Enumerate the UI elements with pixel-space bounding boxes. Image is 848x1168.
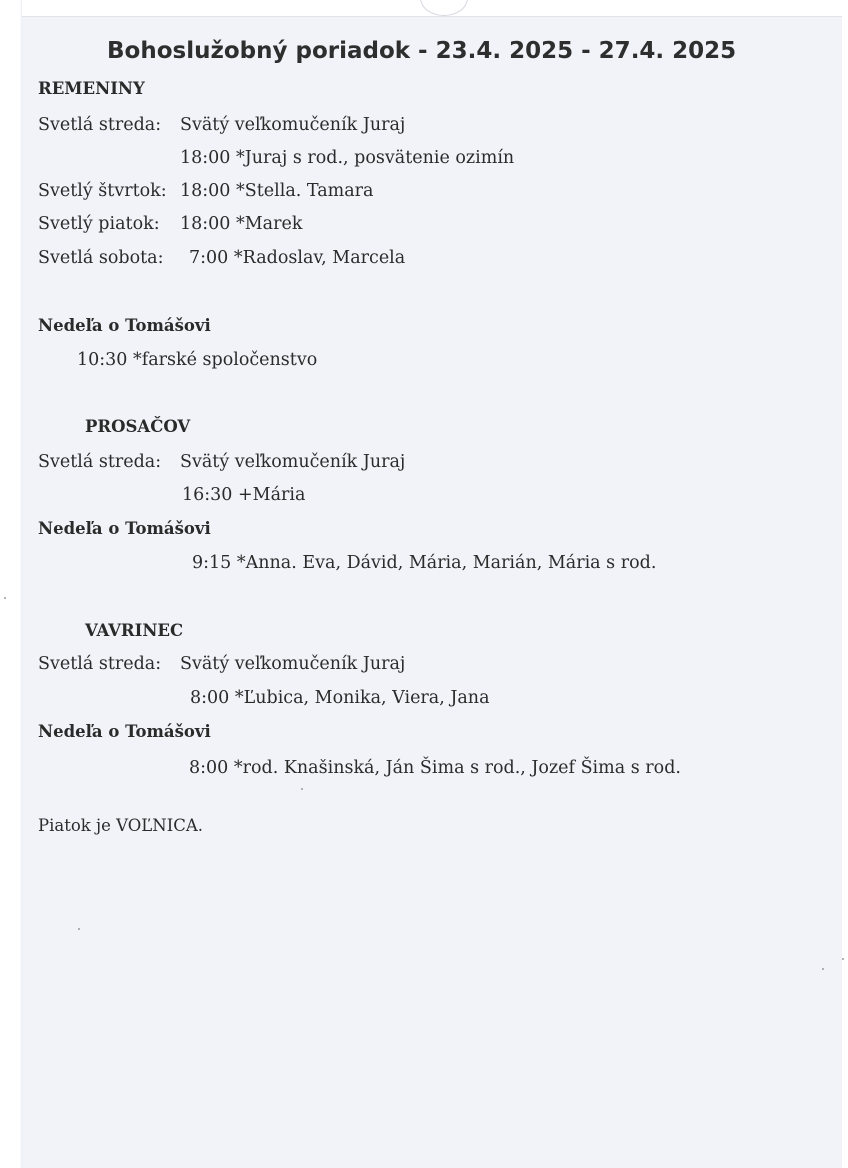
- day-label: Svetlá streda:: [38, 452, 162, 472]
- schedule-entry: Svätý veľkomučeník Juraj: [180, 115, 406, 135]
- page-title: Bohoslužobný poriadok - 23.4. 2025 - 27.4. 2025: [107, 38, 737, 64]
- sunday-heading: Nedeľa o Tomášovi: [38, 316, 211, 335]
- schedule-entry: 18:00 *Juraj s rod., posvätenie ozimín: [180, 148, 515, 168]
- scan-speck: [4, 597, 6, 599]
- schedule-entry: 7:00 *Radoslav, Marcela: [189, 248, 406, 268]
- schedule-entry: 18:00 *Stella. Tamara: [180, 181, 374, 201]
- scan-edge-right: [842, 0, 848, 1168]
- schedule-entry: 8:00 *Ľubica, Monika, Viera, Jana: [190, 688, 490, 708]
- day-label: Svetlá streda:: [38, 115, 162, 135]
- day-label: Svetlá sobota:: [38, 248, 164, 268]
- schedule-entry: 16:30 +Mária: [182, 485, 306, 505]
- section-heading-remeniny: REMENINY: [38, 79, 145, 98]
- schedule-entry: 8:00 *rod. Knašinská, Ján Šima s rod., Jozef Šima s rod.: [189, 758, 681, 778]
- section-heading-vavrinec: VAVRINEC: [85, 621, 184, 640]
- section-heading-prosacov: PROSAČOV: [85, 417, 191, 436]
- scan-edge-left: [0, 0, 22, 1168]
- scan-speck: [842, 958, 844, 960]
- scan-speck: [301, 788, 303, 790]
- scan-speck: [822, 968, 824, 970]
- schedule-entry: Svätý veľkomučeník Juraj: [180, 654, 406, 674]
- schedule-entry: 18:00 *Marek: [180, 214, 303, 234]
- sunday-heading: Nedeľa o Tomášovi: [38, 519, 211, 538]
- day-label: Svetlý piatok:: [38, 214, 160, 234]
- schedule-entry: 9:15 *Anna. Eva, Dávid, Mária, Marián, Mária s rod.: [192, 553, 657, 573]
- footer-note: Piatok je VOĽNICA.: [38, 816, 203, 835]
- schedule-entry: 10:30 *farské spoločenstvo: [77, 350, 318, 370]
- scan-speck: [78, 928, 80, 930]
- day-label: Svetlá streda:: [38, 654, 162, 674]
- sunday-heading: Nedeľa o Tomášovi: [38, 722, 211, 741]
- schedule-entry: Svätý veľkomučeník Juraj: [180, 452, 406, 472]
- day-label: Svetlý štvrtok:: [38, 181, 167, 201]
